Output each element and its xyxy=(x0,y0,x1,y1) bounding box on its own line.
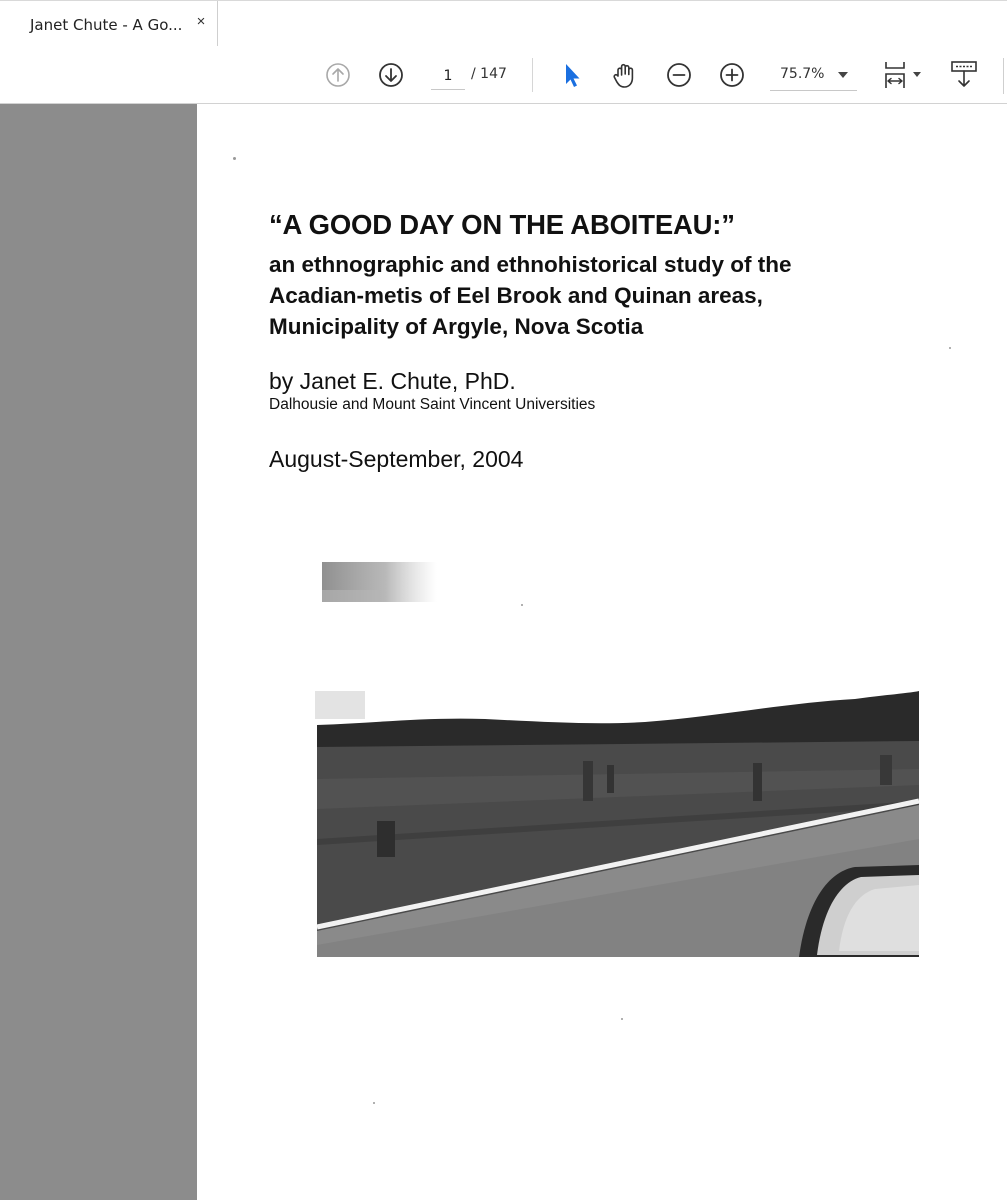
minus-circle-icon xyxy=(662,58,696,92)
document-author: by Janet E. Chute, PhD. xyxy=(269,368,516,394)
tab-bar xyxy=(0,0,1007,46)
zoom-out-button[interactable] xyxy=(662,58,696,92)
marsh-photo xyxy=(315,689,921,957)
document-viewer[interactable] xyxy=(0,104,1007,1200)
scan-smudge xyxy=(322,560,437,606)
select-tool-button[interactable] xyxy=(555,58,589,92)
download-button[interactable] xyxy=(947,58,981,92)
hand-tool-button[interactable] xyxy=(608,58,642,92)
download-icon xyxy=(947,58,981,92)
document-title: “A GOOD DAY ON THE ABOITEAU:” xyxy=(269,209,735,240)
scan-speck xyxy=(373,1102,375,1104)
cursor-arrow-icon xyxy=(555,58,589,92)
toolbar-separator xyxy=(532,58,533,92)
page-fit-icon xyxy=(880,58,926,92)
chevron-down-icon xyxy=(838,72,848,78)
hand-icon xyxy=(608,58,642,92)
document-date: August-September, 2004 xyxy=(269,446,524,472)
zoom-in-button[interactable] xyxy=(715,58,749,92)
document-tab[interactable] xyxy=(0,1,218,46)
subtitle-line: Acadian-metis of Eel Brook and Quinan areas, xyxy=(269,283,763,308)
subtitle-line: Municipality of Argyle, Nova Scotia xyxy=(269,314,644,339)
page-total: / 147 xyxy=(471,66,507,82)
scan-speck xyxy=(949,347,951,349)
arrow-up-circle-icon xyxy=(321,58,355,92)
document-affiliation: Dalhousie and Mount Saint Vincent Universities xyxy=(269,396,596,413)
scan-speck xyxy=(621,1018,623,1020)
page-fit-button[interactable] xyxy=(880,58,926,92)
tab-title: Janet Chute - A Go... xyxy=(30,16,183,34)
pdf-toolbar xyxy=(0,46,1007,104)
subtitle-line: an ethnographic and ethnohistorical study of the xyxy=(269,252,792,277)
pdf-page xyxy=(197,104,1007,1200)
document-subtitle xyxy=(269,249,792,342)
toolbar-edge-divider xyxy=(1003,58,1004,94)
close-icon[interactable]: × xyxy=(196,13,206,30)
plus-circle-icon xyxy=(715,58,749,92)
arrow-down-circle-icon xyxy=(374,58,408,92)
previous-page-button[interactable] xyxy=(321,58,355,92)
scan-speck xyxy=(521,604,523,606)
zoom-level-dropdown[interactable] xyxy=(770,60,857,91)
page-number-input[interactable] xyxy=(431,63,465,90)
scan-speck xyxy=(233,157,236,160)
zoom-level-value: 75.7% xyxy=(780,66,825,82)
next-page-button[interactable] xyxy=(374,58,408,92)
